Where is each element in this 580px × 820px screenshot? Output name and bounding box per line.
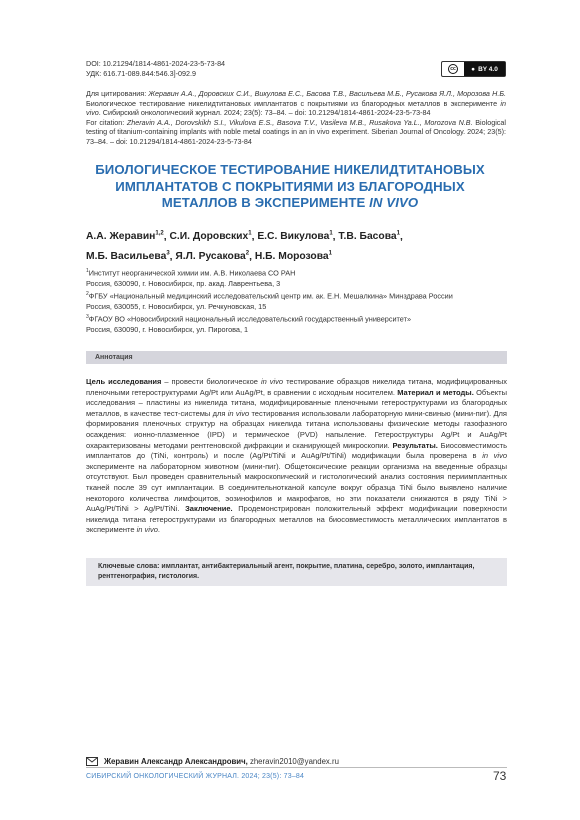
author: С.И. Доровских$^1$ <box>169 231 252 243</box>
citation-ru-tail: . Сибирский онкологический журнал. 2024; 23(5): 73–84. – doi: 10.21294/1814-4861-2024-23-5-73-84 <box>98 108 431 118</box>
envelope-icon <box>86 757 98 766</box>
correspondence <box>86 757 339 766</box>
citation-en-text: Biological testing of titanium-containing implants with noble metal coatings in an in vivo experiment. Siberian Journal of Oncology. 2024; 23(5): 73–84. – doi: 10.21294/1814-4861-2024-23-5-73-84 <box>86 117 506 146</box>
author-list: А.А. Жеравин$^{1,2}$, С.И. Доровских$^1$, Е.С. Викулова$^1$, Т.В. Басова$^1$, М.Б. Васильева$^3$, Я.Л. Русакова$^2$, Н.Б. Морозова$^1$ <box>86 231 403 263</box>
affiliation: $^1$Институт неорганической химии им. А.В. Николаева СО РАН Россия, 630090, г. Новосибирск, пр. акад. Лаврентьева, 3 <box>86 268 296 288</box>
keywords-text: имплантат, антибактериальный агент, покрытие, платина, серебро, золото, имплантация, рентгенография, гистология. <box>98 563 475 580</box>
results-label: Результаты. <box>392 440 438 450</box>
cc-icon: cc <box>448 64 458 74</box>
footer-divider <box>86 767 507 768</box>
doi[interactable]: DOI: 10.21294/1814-4861-2024-23-5-73-84 <box>86 59 226 68</box>
author: А.А. Жеравин$^{1,2}$ <box>86 231 164 243</box>
abstract-heading: Аннотация <box>86 351 507 364</box>
article-title-italic: IN VIVO <box>369 195 419 210</box>
author: Н.Б. Морозова$^1$ <box>254 250 332 263</box>
citation-ru-prefix: Для цитирования: <box>86 89 147 98</box>
article-title-main: БИОЛОГИЧЕСКОЕ ТЕСТИРОВАНИЕ НИКЕЛИДТИТАНОВЫХ ИМПЛАНТАТОВ С ПОКРЫТИЯМИ ИЗ БЛАГОРОДНЫХ МЕТАЛЛОВ В ЭКСПЕРИМЕНТЕ <box>95 162 485 210</box>
author: Т.В. Басова$^1$ <box>338 231 400 243</box>
license-label: BY 4.0 <box>478 65 498 73</box>
cc-logo <box>442 62 464 76</box>
citation-ru-authors: Жеравин А.А., Доровских С.И., Викулова Е.С., Басова Т.В., Васильева М.Б., Русакова Я.Л., Морозова Н.Б. <box>148 89 506 98</box>
citation-ru-invivo: in vivo <box>86 98 506 118</box>
keywords-label: Ключевые слова: <box>98 563 160 570</box>
affiliation: $^3$ФГАОУ ВО «Новосибирский национальный исследовательский государственный университет» Россия, 630090, г. Новосибирск, ул. Пирогова, 1 <box>86 314 412 334</box>
license-badge[interactable] <box>441 61 506 77</box>
author: М.Б. Васильева$^3$ <box>86 250 170 263</box>
citation-en-authors: Zheravin A.A., Dorovskikh S.I., Vikulova E.S., Basova T.V., Vasileva M.B., Rusakova Ya.L., Morozova N.B. <box>126 117 473 127</box>
affiliations <box>86 266 506 335</box>
author: Я.Л. Русакова$^2$ <box>175 250 250 263</box>
license-label-box <box>464 62 505 76</box>
author: Е.С. Викулова$^1$ <box>257 231 333 243</box>
keywords-box <box>86 558 507 586</box>
journal-footer: СИБИРСКИЙ ОНКОЛОГИЧЕСКИЙ ЖУРНАЛ. 2024; 23(5): 73–84 <box>86 773 305 780</box>
article-title <box>80 162 500 212</box>
udk: УДК: 616.71-089.844:546.3]-092.9 <box>86 69 197 78</box>
methods-label: Материал и методы. <box>397 387 474 397</box>
corresponding-author: Жеравин Александр Александрович, <box>104 757 248 766</box>
affiliation: $^2$ФГБУ «Национальный медицинский исследовательский центр им. ак. Е.Н. Мешалкина» Минздрава России Россия, 630055, г. Новосибирск, ул. Речкуновская, 15 <box>86 291 453 311</box>
citation-ru-text: Биологическое тестирование никелидтитановых имплантатов с покрытиями из благородных металлов в эксперименте <box>86 98 498 108</box>
aim-label: Цель исследования <box>86 377 162 386</box>
conclusion-label: Заключение. <box>185 504 233 514</box>
corresponding-email[interactable]: zheravin2010@yandex.ru <box>249 757 339 766</box>
citation-block <box>86 89 506 147</box>
abstract-body: Цель исследования – провести биологическое in vivo тестирование образцов никелида титана, модифицированных пленочными гетероструктурами Ag/Pt или AuAg/Pt, в сравнении с исходным носителем. Материал и методы. Объекты исследования – пластины из никелида титана, модифицированные пленочными гетероструктурами из благородных металлов, в качестве тест-системы для in vivo тестирования использовали лабораторную мини-свинью (мини-пиг). Для формирования пленочных структур на образцах никелида титана использованы физические методы газофазного осаждения: ионно-плазменное (IPD) и термическое (PVD) напыление. Гетероструктуры Ag/Pt и AuAg/Pt охарактеризованы методами рентгеновской дифракции и сканирующей микроскопии. Результаты. Биосовместимость имплантатов до (TiNi, контроль) и после (Ag/Pt/TiNi и AuAg/Pt/TiNi) модификации была проверена в in vivo эксперименте на лабораторном животном (мини-пиг). Общетоксические реакции организма на введенные образцы отсутствуют. Был проведен сравнительный макроскопический и гистологический анализ состояния периимплантных тканей после 39 сут имплантации. В соединительнотканой капсуле вокруг образца TiNi было выявлено наличие некоторого количества лимфоцитов, эозинофилов и макрофагов, но эти показатели снижаются в ряду TiNi > AuAg/Pt/TiNi > Ag/Pt/TiNi. Заключение. Продемонстрирован положительный эффект модификации поверхности никелида титана гетероструктурами из благородных металлов на биосовместимость металлических имплантатов в эксперименте in vivo. <box>86 377 507 535</box>
page-number: 73 <box>493 769 507 783</box>
citation-en-prefix: For citation: <box>86 117 125 127</box>
by-icon: ● <box>471 65 476 73</box>
